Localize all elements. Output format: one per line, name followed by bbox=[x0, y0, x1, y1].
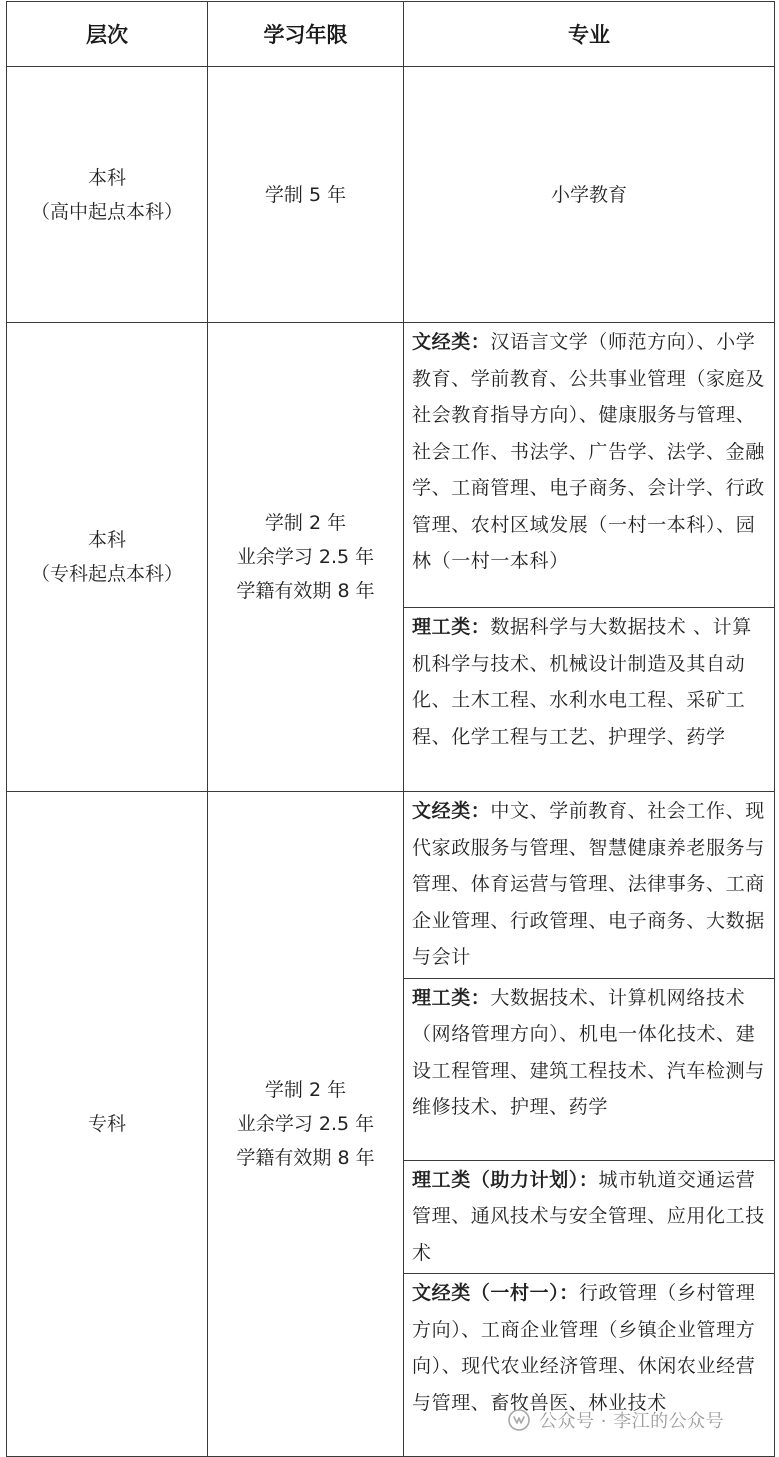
level-cell bbox=[7, 67, 208, 323]
table-row bbox=[7, 67, 775, 323]
header-level: 层次 bbox=[7, 2, 208, 67]
header-duration: 学习年限 bbox=[208, 2, 404, 67]
watermark-text: 公众号 · 李江的公众号 bbox=[539, 1411, 725, 1432]
major-list: 大数据技术、计算机网络技术（网络管理方向）、机电一体化技术、建设工程管理、建筑工程技术、汽车检测与维修技术、护理、药学 bbox=[412, 986, 765, 1118]
major-category: 文经类（一村一）： bbox=[412, 1282, 579, 1304]
major-text: 小学教育 bbox=[550, 183, 627, 206]
duration-cell bbox=[208, 67, 404, 323]
major-list: 行政管理（乡村管理方向）、工商企业管理（乡镇企业管理方向）、现代农业经济管理、休闲农业经营与管理、畜牧兽医、林业技术 bbox=[412, 1282, 756, 1414]
major-category: 理工类： bbox=[412, 986, 491, 1009]
major-group-cell bbox=[404, 792, 775, 979]
level-text: 专科 bbox=[87, 1113, 126, 1135]
duration-text: 学制 2 年 bbox=[264, 512, 347, 534]
major-group-cell bbox=[404, 323, 775, 608]
duration-text: 业余学习 2.5 年 bbox=[236, 546, 375, 568]
level-subtext: （高中起点本科） bbox=[30, 200, 183, 223]
major-category: 文经类： bbox=[412, 800, 491, 822]
level-cell bbox=[7, 792, 208, 1457]
duration-cell bbox=[208, 323, 404, 792]
duration-text: 学籍有效期 8 年 bbox=[236, 580, 375, 602]
major-group-cell bbox=[404, 608, 775, 792]
major-group-cell bbox=[404, 978, 775, 1160]
duration-text: 学制 5 年 bbox=[264, 183, 347, 206]
table-row bbox=[7, 792, 775, 979]
major-list: 中文、学前教育、社会工作、现代家政服务与管理、智慧健康养老服务与管理、体育运营与管理、法律事务、工商企业管理、行政管理、电子商务、大数据与会计 bbox=[412, 800, 765, 968]
wechat-channel-icon bbox=[507, 1408, 531, 1432]
major-list: 数据科学与大数据技术 、计算机科学与技术、机械设计制造及其自动化、土木工程、水利水电工程、采矿工程、化学工程与工艺、护理学、药学 bbox=[412, 616, 752, 748]
level-cell bbox=[7, 323, 208, 792]
header-major: 专业 bbox=[404, 2, 775, 67]
duration-text: 学制 2 年 bbox=[264, 1079, 347, 1101]
major-category: 理工类： bbox=[412, 616, 491, 638]
major-category: 理工类（助力计划）： bbox=[412, 1168, 599, 1191]
table-row bbox=[7, 323, 775, 608]
duration-cell bbox=[208, 792, 404, 1457]
duration-text: 学籍有效期 8 年 bbox=[236, 1147, 375, 1169]
watermark bbox=[507, 1405, 724, 1435]
duration-text: 业余学习 2.5 年 bbox=[236, 1113, 375, 1135]
table-header-row bbox=[7, 2, 775, 67]
major-cell bbox=[404, 67, 775, 323]
major-category: 文经类： bbox=[412, 331, 491, 353]
level-text: 本科 bbox=[87, 529, 126, 551]
level-subtext: （专科起点本科） bbox=[30, 563, 183, 585]
major-list: 汉语言文学（师范方向）、小学教育、学前教育、公共事业管理（家庭及社会教育指导方向）、健康服务与管理、社会工作、书法学、广告学、法学、金融学、工商管理、电子商务、会计学、行政管理、农村区域发展（一村一本科）、园林（一村一本科） bbox=[412, 331, 765, 572]
program-table bbox=[6, 1, 775, 1457]
major-list: 城市轨道交通运营管理、通风技术与安全管理、应用化工技术 bbox=[412, 1168, 765, 1264]
major-group-cell bbox=[404, 1160, 775, 1274]
level-text: 本科 bbox=[87, 166, 126, 189]
